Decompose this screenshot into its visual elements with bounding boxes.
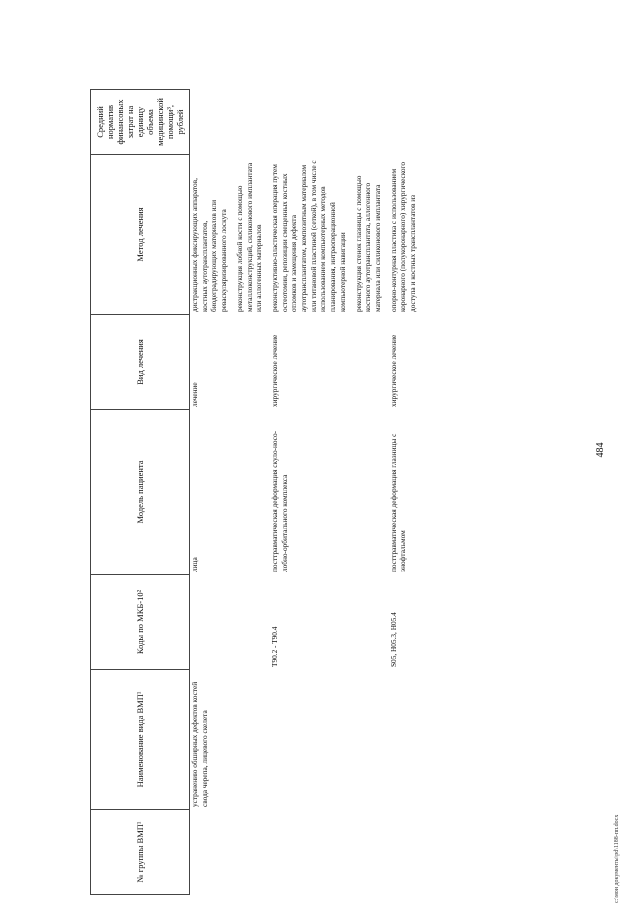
cell-treatment: лечение bbox=[190, 382, 199, 407]
cell-methods bbox=[270, 155, 389, 315]
cell-treatment: хирургическое лечение bbox=[269, 334, 279, 407]
cell-model: лица bbox=[190, 557, 199, 572]
cell-model: посттравматическая деформация глазницы с энофтальмом bbox=[388, 433, 408, 572]
cell-vmp-name bbox=[389, 670, 424, 810]
cell-methods bbox=[190, 155, 270, 315]
table-row bbox=[270, 90, 389, 895]
cell-group bbox=[389, 810, 424, 895]
method-text: реконструкция стенок глазницы с помощью костного аутотрансплантата, аллогенного материала или силиконового имплантата bbox=[353, 175, 382, 312]
cell-cost bbox=[270, 90, 389, 155]
cell-codes: S05, H05.3, H05.4 bbox=[388, 612, 398, 667]
table-body bbox=[190, 90, 424, 895]
header-treatment-method: Метод лечения bbox=[91, 155, 190, 315]
page-number: 484 bbox=[595, 442, 606, 458]
cell-model: посттравматическая деформация скуло-носо-лобно-орбитального комплекса bbox=[269, 430, 289, 572]
header-cost-norm: Средний норматив финансовых затрат на единицу объема медицинской помощи³, рублей bbox=[91, 90, 190, 155]
method-text: реконструктивно-пластическая операция путем остеотомии, репозиции смещенных костных отломков и замещения дефекта аутотрансплантатом, композитным материалом или титановой пластиной (сеткой), в том числе с использованием компьютерных методов планирования, интраоперационной компьютерной навигации bbox=[269, 160, 347, 312]
table-row bbox=[190, 90, 270, 895]
cell-cost bbox=[190, 90, 270, 155]
header-vmp-name: Наименование вида ВМП¹ bbox=[91, 670, 190, 810]
header-icd-codes: Коды по МКБ-10² bbox=[91, 575, 190, 670]
method-text: реконструкция лобной кости с помощью металлоконструкций, силиконового имплантата или аллогенных материалов bbox=[234, 162, 264, 312]
method-text: дистракционных фиксирующих аппаратов, костных аутотрансплантатов, биодеградирующих материалов или реваскуляризированного лоскута bbox=[190, 178, 229, 312]
cell-methods bbox=[389, 155, 424, 315]
cell-group bbox=[270, 810, 389, 895]
cell-codes: T90.2 - T90.4 bbox=[269, 626, 279, 667]
method-text: опорно-контурная пластика с использованием коронарного (полукоронарного) хирургического доступа и костных трансплантатов из bbox=[388, 161, 418, 312]
table-header bbox=[90, 89, 190, 895]
cell-codes bbox=[190, 575, 270, 670]
header-group-number: № группы ВМП¹ bbox=[91, 810, 190, 895]
header-patient-model: Модель пациента bbox=[91, 410, 190, 575]
footer-file-path: c:\мои документы\pd\1188-пп.docx bbox=[614, 814, 620, 903]
header-treatment-type: Вид лечения bbox=[91, 315, 190, 410]
cell-cost bbox=[389, 90, 424, 155]
cell-group bbox=[190, 810, 270, 895]
table-row bbox=[389, 90, 424, 895]
cell-vmp-name: устранению обширных дефектов костей свода черепа, лицевого скелета bbox=[190, 681, 209, 807]
cell-vmp-name bbox=[270, 670, 389, 810]
cell-treatment: хирургическое лечение bbox=[388, 334, 398, 407]
